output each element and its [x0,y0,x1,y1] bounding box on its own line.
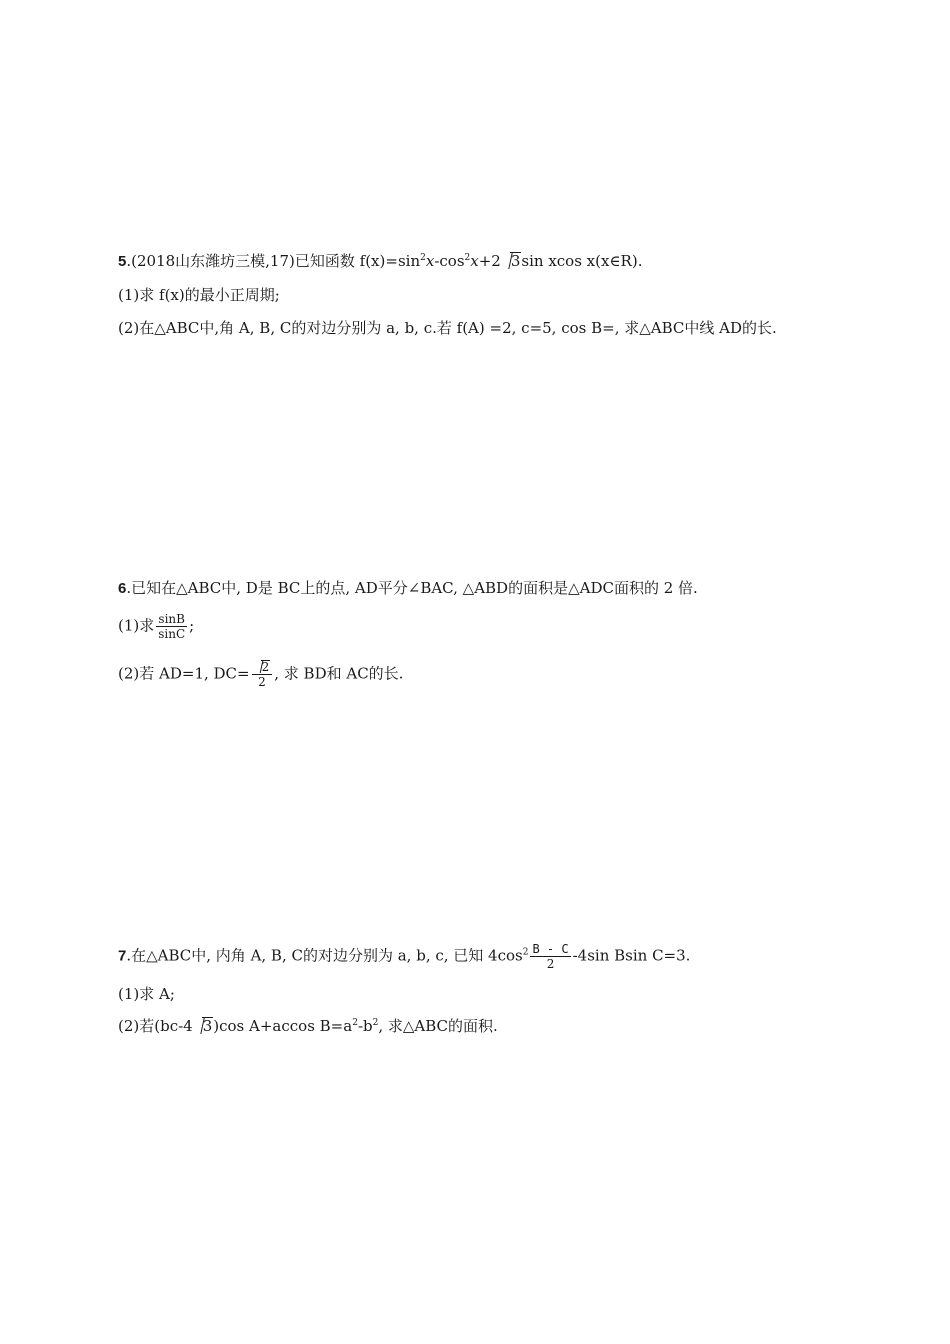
problem-number: 7 [118,947,127,965]
problem-5-q2: (2)在△ABC中,角 A, B, C的对边分别为 a, b, c.若 f(A) =2, c=5, cos B=, 求△ABC中线 AD的长. [118,319,777,337]
fraction [530,942,570,971]
denominator: sinC [158,627,186,641]
exponent: 2 [352,1018,358,1028]
q-prefix: (2)若 AD=1, DC= [118,664,250,683]
q-part: , 求△ABC的面积. [378,1017,498,1035]
numerator: B - C [532,942,569,956]
q-suffix: ; [189,616,195,635]
denominator: 2 [258,675,266,689]
stem-tail: sin xcos x(x∈R). [521,252,643,270]
fraction [156,612,187,641]
problem-source: . [126,252,132,270]
exponent: 2 [464,253,471,263]
q-part: (2)若(bc-4 [118,1017,193,1035]
stem-text: .在△ABC中, 内角 A, B, C的对边分别为 a, b, c, 已知 4cos [126,946,523,965]
exponent: 2 [522,947,529,958]
sqrt-symbol [193,1016,214,1036]
problem-number: 6 [118,580,127,597]
stem-text: .已知在△ABC中, D是 BC上的点, AD平分∠BAC, △ABD的面积是△ADC面积的 2 倍. [126,579,698,597]
problem-5-stem [118,251,642,272]
radicand: 3 [202,1017,213,1035]
q-part: -b [357,1017,373,1035]
sqrt-symbol [501,251,522,271]
stem-intro: 已知函数 [294,252,355,270]
sqrt-symbol [254,660,271,674]
stem-tail: -4sin Bsin C=3. [572,946,691,965]
source-tag: (2018山东潍坊三模,17) [131,252,295,270]
eq-sin: =sin [385,252,421,270]
problem-7-q1: (1)求 A; [118,985,175,1003]
minus-cos: -cos [434,252,465,270]
problem-number: 5 [118,253,127,270]
q-prefix: (1)求 [118,616,155,635]
fraction [252,660,273,689]
radicand: 2 [261,660,270,674]
numerator: sinB [156,612,187,627]
problem-6-q1 [118,612,194,641]
q-part: )cos A+accos B=a [213,1017,353,1035]
var-x: x [425,252,435,270]
problem-7-stem [118,942,690,971]
numerator [252,660,273,675]
q-suffix: , 求 BD和 AC的长. [274,664,404,683]
exponent: 2 [372,1018,379,1028]
problem-6-q2 [118,660,403,689]
problem-6-stem [118,578,698,599]
exponent: 2 [420,253,426,263]
denominator: 2 [546,957,555,971]
problem-5-q1: (1)求 f(x)的最小正周期; [118,286,280,304]
problem-7-q2 [118,1016,498,1036]
radicand: 3 [510,252,521,270]
function-name: f(x) [359,252,386,270]
plus-two: +2 [478,252,501,270]
var-x: x [470,252,479,270]
